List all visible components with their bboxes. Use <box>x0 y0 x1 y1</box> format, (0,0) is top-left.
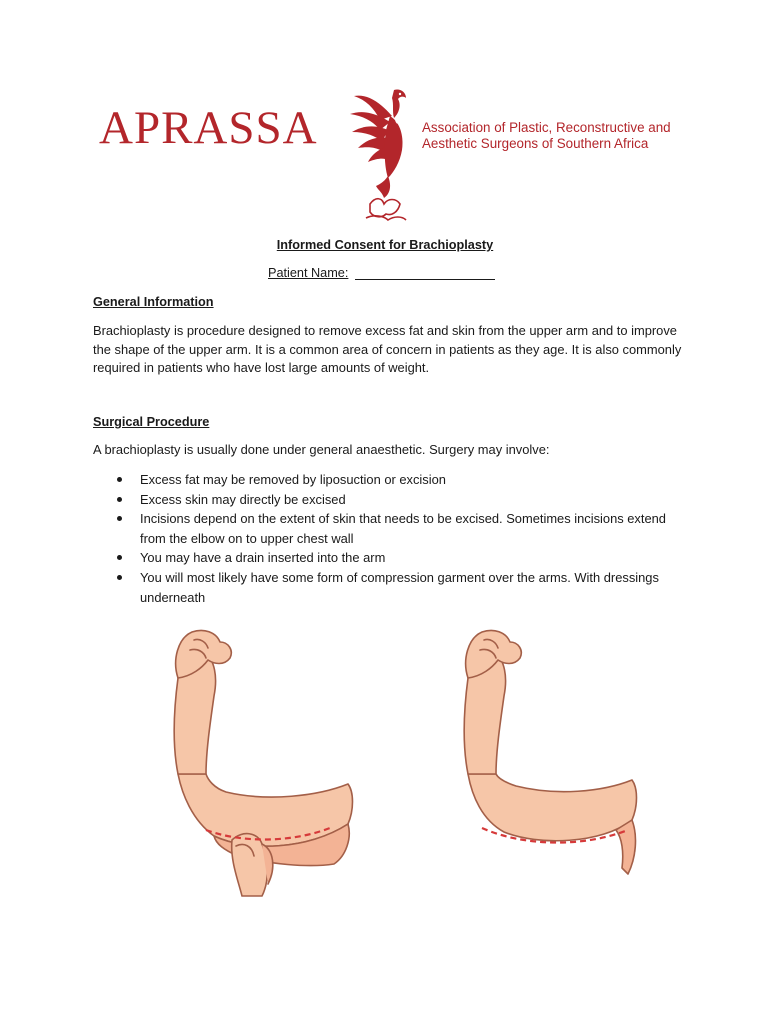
surgical-intro-text: A brachioplasty is usually done under general anaesthetic. Surgery may involve: <box>93 442 550 457</box>
list-item: You may have a drain inserted into the arm <box>93 548 693 568</box>
surgical-procedure-heading: Surgical Procedure <box>93 415 210 429</box>
logo-tagline-line2: Aesthetic Surgeons of Southern Africa <box>422 136 649 151</box>
general-info-heading: General Information <box>93 295 214 309</box>
aprassa-logo <box>96 86 696 231</box>
patient-name-row <box>268 266 495 280</box>
logo-tagline-line1: Association of Plastic, Reconstructive and <box>422 120 671 135</box>
logo-tagline <box>422 120 671 152</box>
arm-illustration-incision <box>452 624 652 884</box>
document-title: Informed Consent for Brachioplasty <box>276 238 494 252</box>
list-item: Excess skin may directly be excised <box>93 490 693 510</box>
arm-illustration-pinch <box>158 624 368 899</box>
list-item: Excess fat may be removed by liposuction or excision <box>93 470 693 490</box>
logo-wordmark: APRASSA <box>99 102 318 154</box>
patient-name-field[interactable] <box>355 266 495 280</box>
phoenix-icon <box>348 86 422 228</box>
list-item: You will most likely have some form of compression garment over the arms. With dressings underneath <box>93 568 693 607</box>
list-item: Incisions depend on the extent of skin that needs to be excised. Sometimes incisions extend from the elbow on to upper chest wall <box>93 509 693 548</box>
procedure-bullet-list <box>93 470 693 607</box>
patient-name-label: Patient Name: <box>268 266 349 280</box>
general-info-text: Brachioplasty is procedure designed to remove excess fat and skin from the upper arm and to improve the shape of the upper arm. It is a common area of concern in patients as they age. It is also commonly required in patients who have lost large amounts of weight. <box>93 323 682 376</box>
